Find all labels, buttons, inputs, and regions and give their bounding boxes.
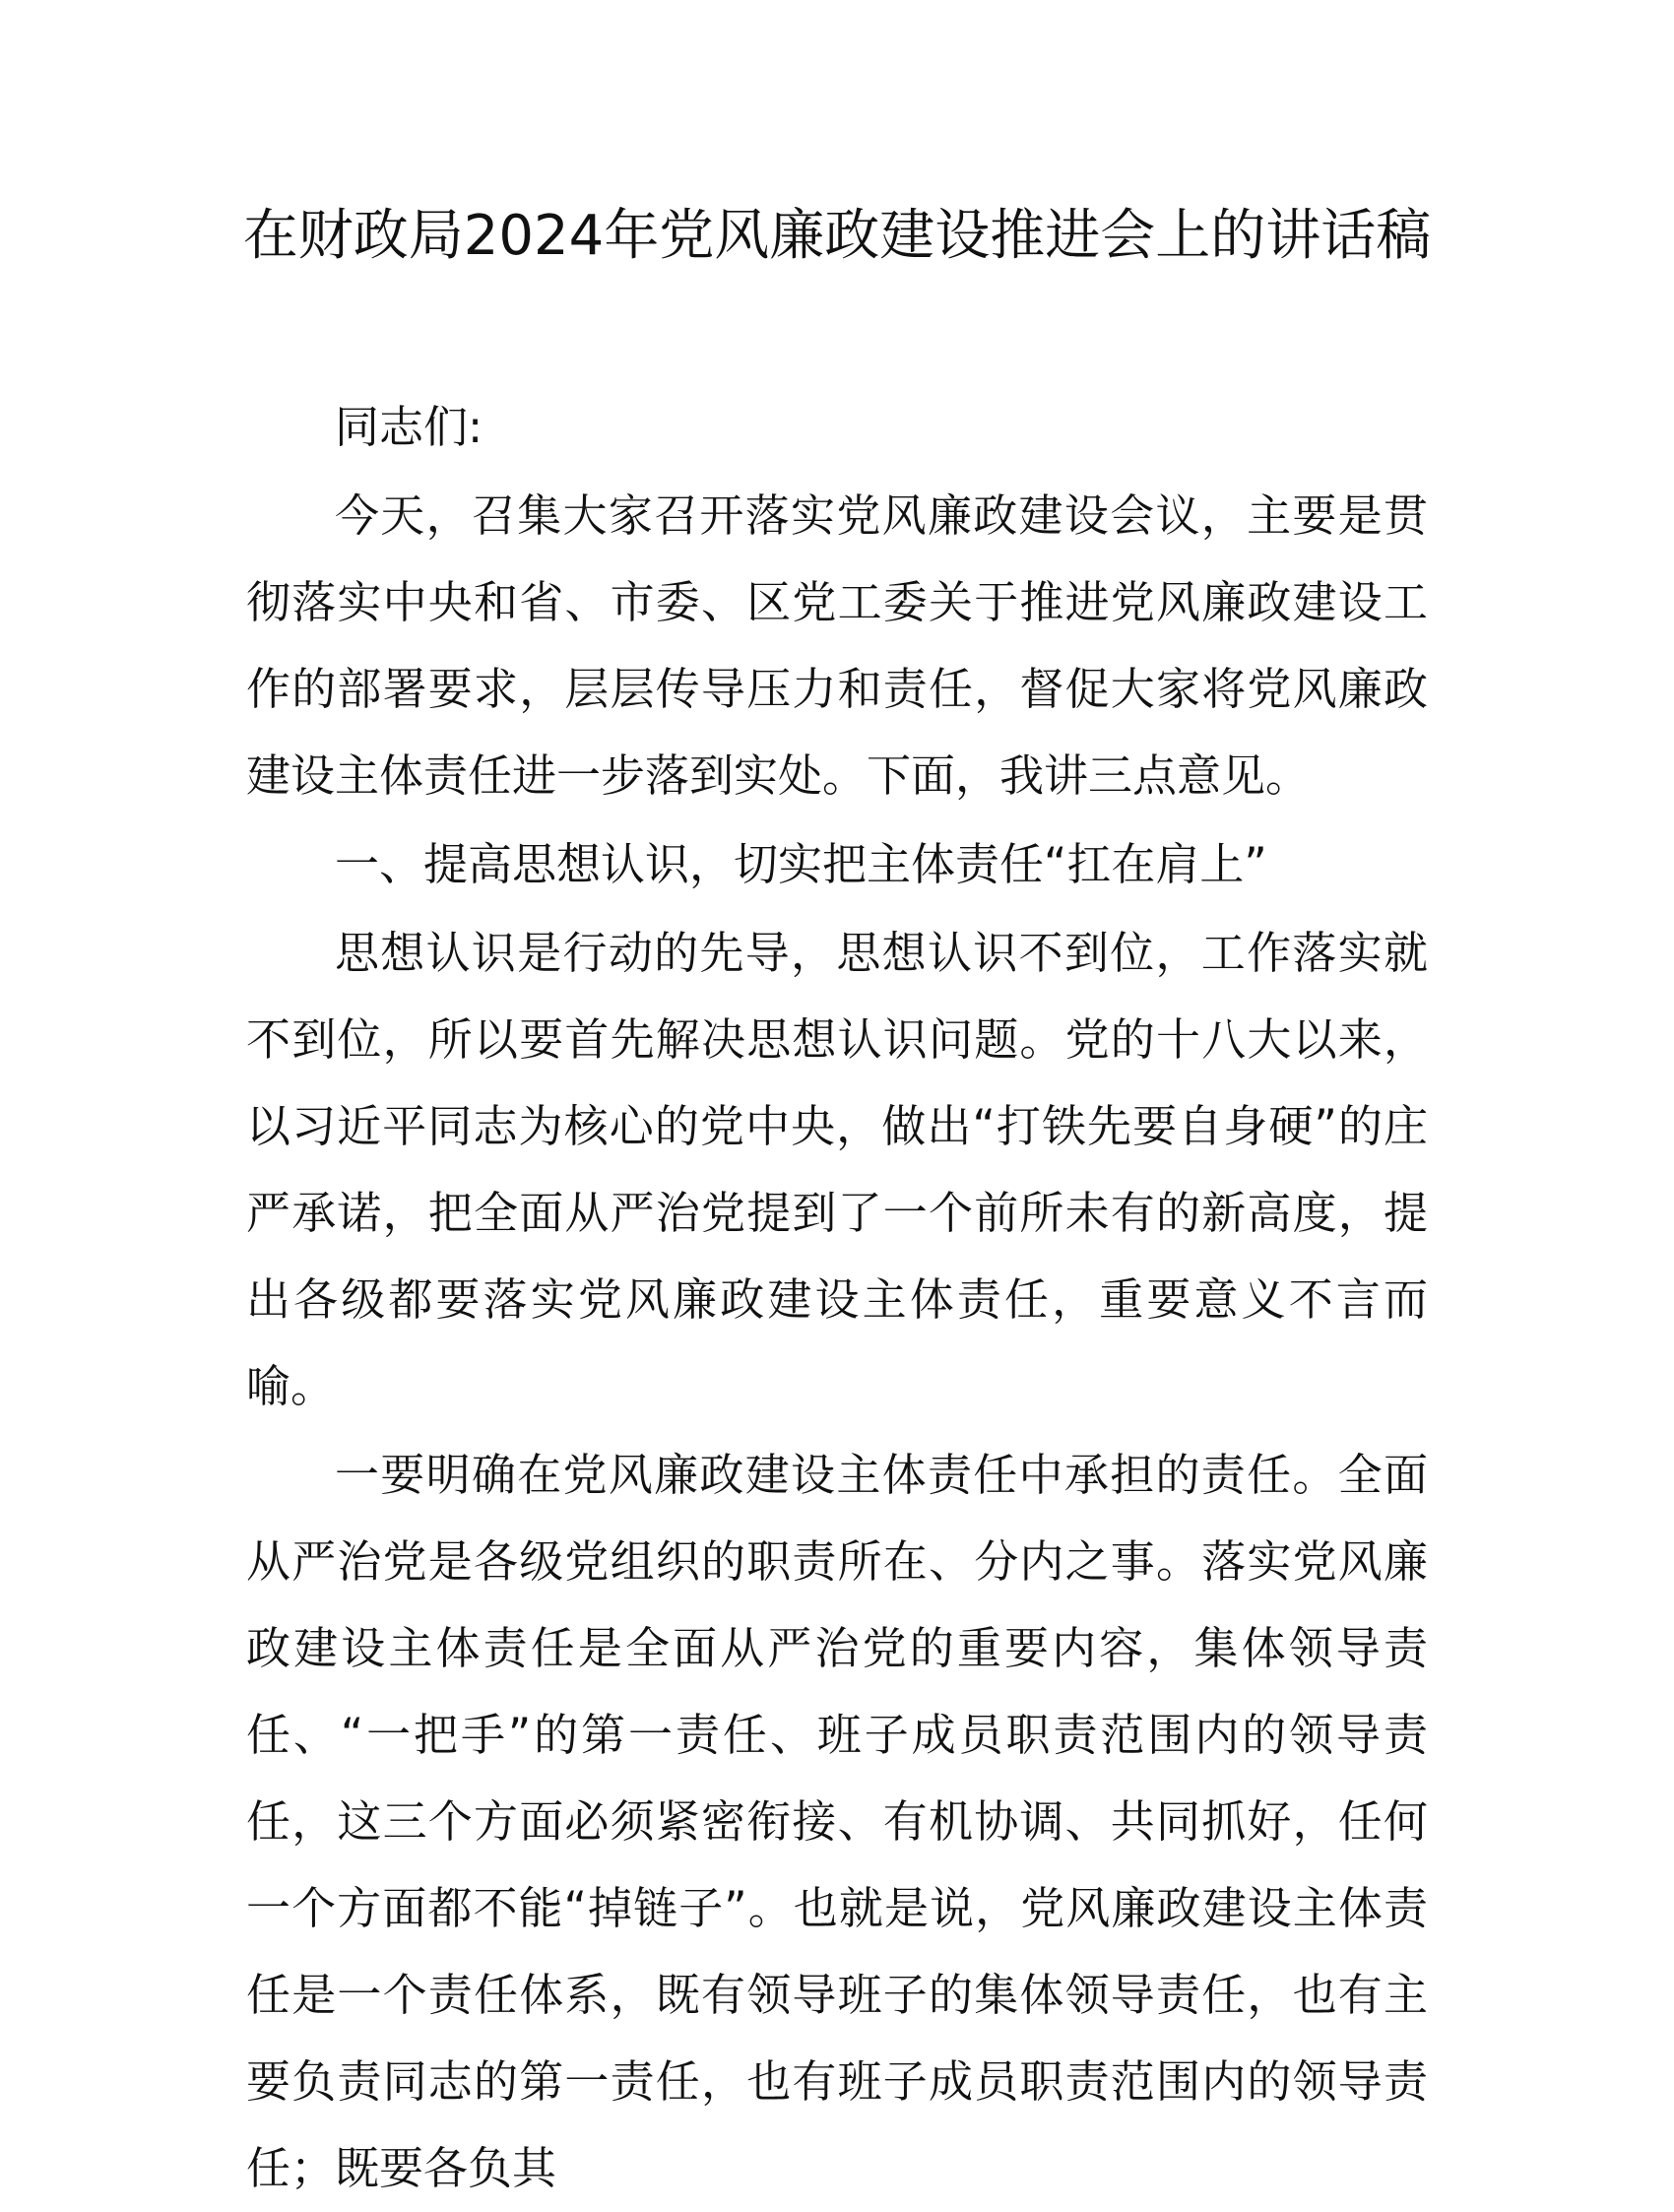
document-body xyxy=(246,384,1428,2212)
salutation-paragraph: 同志们: xyxy=(335,401,483,453)
body-paragraph: 思想认识是行动的先导，思想认识不到位，工作落实就不到位，所以要首先解决思想认识问题。党的十八大以来，以习近平同志为核心的党中央，做出“打铁先要自身硬”的庄严承诺，把全面从严治党提到了一个前所未有的新高度，提出各级都要落实党风廉政建设主体责任，重要意义不言而喻。 xyxy=(246,927,1428,1412)
document-title: 在财政局2024年党风廉政建设推进会上的讲话稿 xyxy=(242,204,1432,268)
section-heading: 一、提高思想认识，切实把主体责任“扛在肩上” xyxy=(335,838,1267,890)
body-paragraph: 一要明确在党风廉政建设主体责任中承担的责任。全面从严治党是各级党组织的职责所在、分内之事。落实党风廉政建设主体责任是全面从严治党的重要内容，集体领导责任、“一把手”的第一责任、班子成员职责范围内的领导责任，这三个方面必须紧密衔接、有机协调、共同抓好，任何一个方面都不能“掉链子”。也就是说，党风廉政建设主体责任是一个责任体系，既有领导班子的集体领导责任，也有主要负责同志的第一责任，也有班子成员职责范围内的领导责任；既要各负其 xyxy=(246,1449,1428,2194)
intro-paragraph: 今天，召集大家召开落实党风廉政建设会议，主要是贯彻落实中央和省、市委、区党工委关于推进党风廉政建设工作的部署要求，层层传导压力和责任，督促大家将党风廉政建设主体责任进一步落到实处。下面，我讲三点意见。 xyxy=(246,489,1428,802)
